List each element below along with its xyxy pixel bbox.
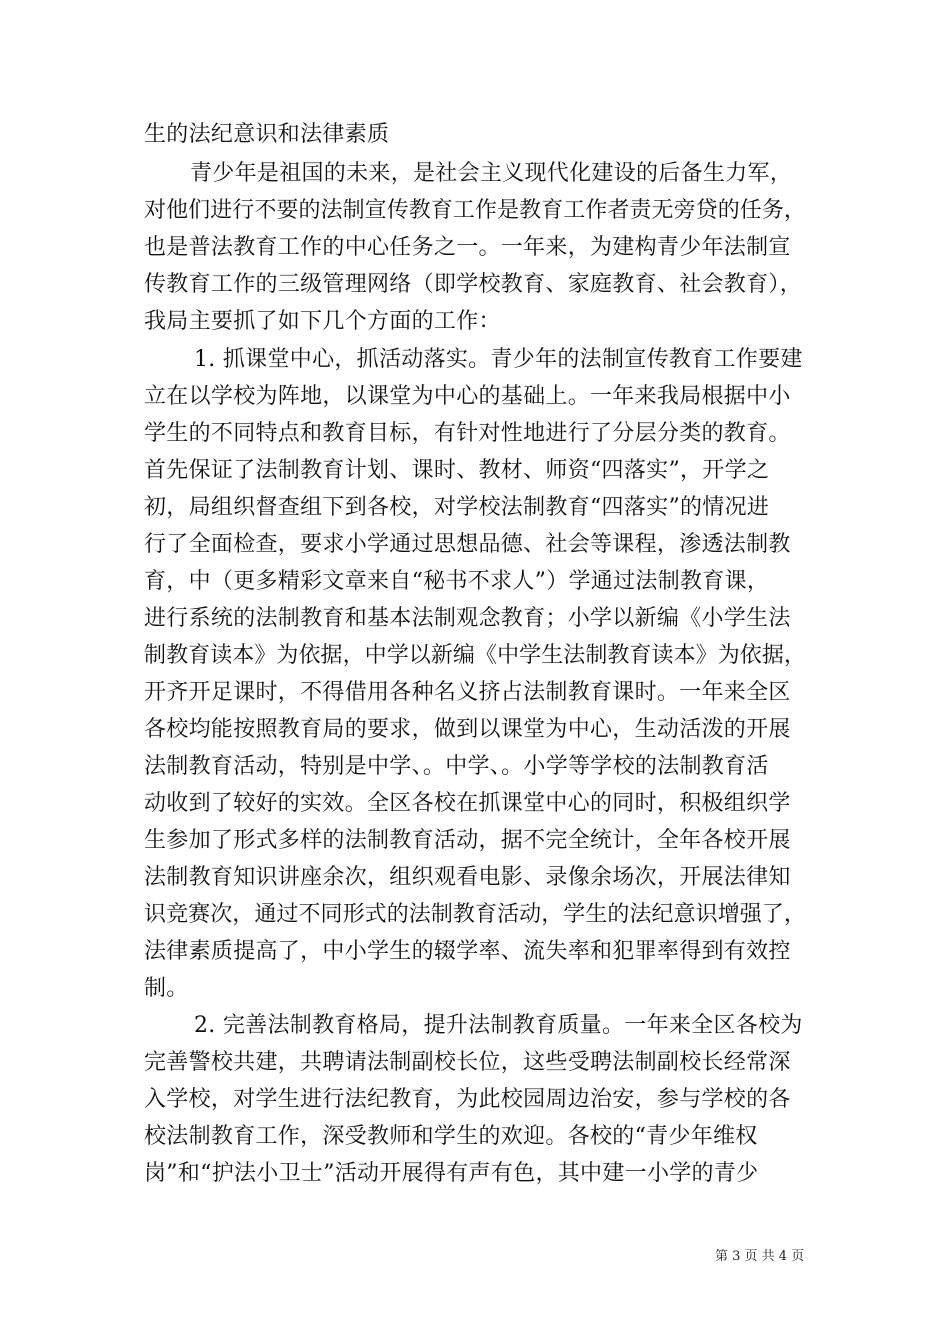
text-line: 行了全面检查，要求小学通过思想品德、社会等课程，渗透法制教 [144, 532, 791, 557]
text-line: 开齐开足课时，不得借用各种名义挤占法制教育课时。一年来全区 [144, 680, 791, 705]
text-line: 生的法纪意识和法律素质 [144, 122, 390, 147]
text-line: 对他们进行不要的法制宣传教育工作是教育工作者责无旁贷的任务， [144, 198, 807, 223]
text-line: 制。 [144, 976, 189, 1001]
text-line: 首先保证了法制教育计划、课时、教材、师资“四落实”，开学之 [144, 458, 770, 483]
text-line: 我局主要抓了如下几个方面的工作： [144, 309, 501, 334]
paragraph-first-line: 2. 完善法制教育格局，提升法制教育质量。一年来全区各校为 [194, 1013, 803, 1038]
text-line: 育，中（更多精彩文章来自“秘书不求人”）学通过法制教育课， [144, 569, 770, 594]
text-line: 法制教育活动，特别是中学、。中学、。小学等学校的法制教育活 [144, 754, 769, 779]
text-line: 进行系统的法制教育和基本法制观念教育；小学以新编《小学生法 [144, 606, 791, 631]
text-line: 法制教育知识讲座余次，组织观看电影、录像余场次，开展法律知 [144, 865, 791, 890]
paragraph-first-line: 青少年是祖国的未来，是社会主义现代化建设的后备生力军， [190, 161, 793, 186]
text-line: 传教育工作的三级管理网络（即学校教育、家庭教育、社会教育）， [144, 272, 803, 297]
text-line: 完善警校共建，共聘请法制副校长位，这些受聘法制副校长经常深 [144, 1050, 791, 1075]
text-line: 校法制教育工作，深受教师和学生的欢迎。各校的“青少年维权 [144, 1124, 758, 1149]
text-line: 学生的不同特点和教育目标，有针对性地进行了分层分类的教育。 [144, 421, 791, 446]
text-line: 动收到了较好的实效。全区各校在抓课堂中心的同时，积极组织学 [144, 791, 791, 816]
text-line: 法律素质提高了，中小学生的辍学率、流失率和犯罪率得到有效控 [144, 939, 791, 964]
text-line: 立在以学校为阵地，以课堂为中心的基础上。一年来我局根据中小 [144, 384, 791, 409]
text-line: 制教育读本》为依据，中学以新编《中学生法制教育读本》为依据， [144, 643, 807, 668]
text-line: 识竞赛次，通过不同形式的法制教育活动，学生的法纪意识增强了， [144, 902, 807, 927]
text-line: 初，局组织督查组下到各校，对学校法制教育“四落实”的情况进 [144, 495, 770, 520]
paragraph-first-line: 1. 抓课堂中心，抓活动落实。青少年的法制宣传教育工作要建 [194, 347, 803, 372]
page-number: 第 3 页 共 4 页 [715, 1249, 805, 1264]
text-line: 入学校，对学生进行法纪教育，为此校园周边治安，参与学校的各 [144, 1087, 791, 1112]
text-line: 各校均能按照教育局的要求，做到以课堂为中心，生动活泼的开展 [144, 717, 791, 742]
text-line: 岗”和“护法小卫士”活动开展得有声有色，其中建一小学的青少 [144, 1161, 759, 1186]
text-line: 也是普法教育工作的中心任务之一。一年来，为建构青少年法制宣 [144, 235, 791, 260]
text-line: 生参加了形式多样的法制教育活动，据不完全统计，全年各校开展 [144, 828, 791, 853]
